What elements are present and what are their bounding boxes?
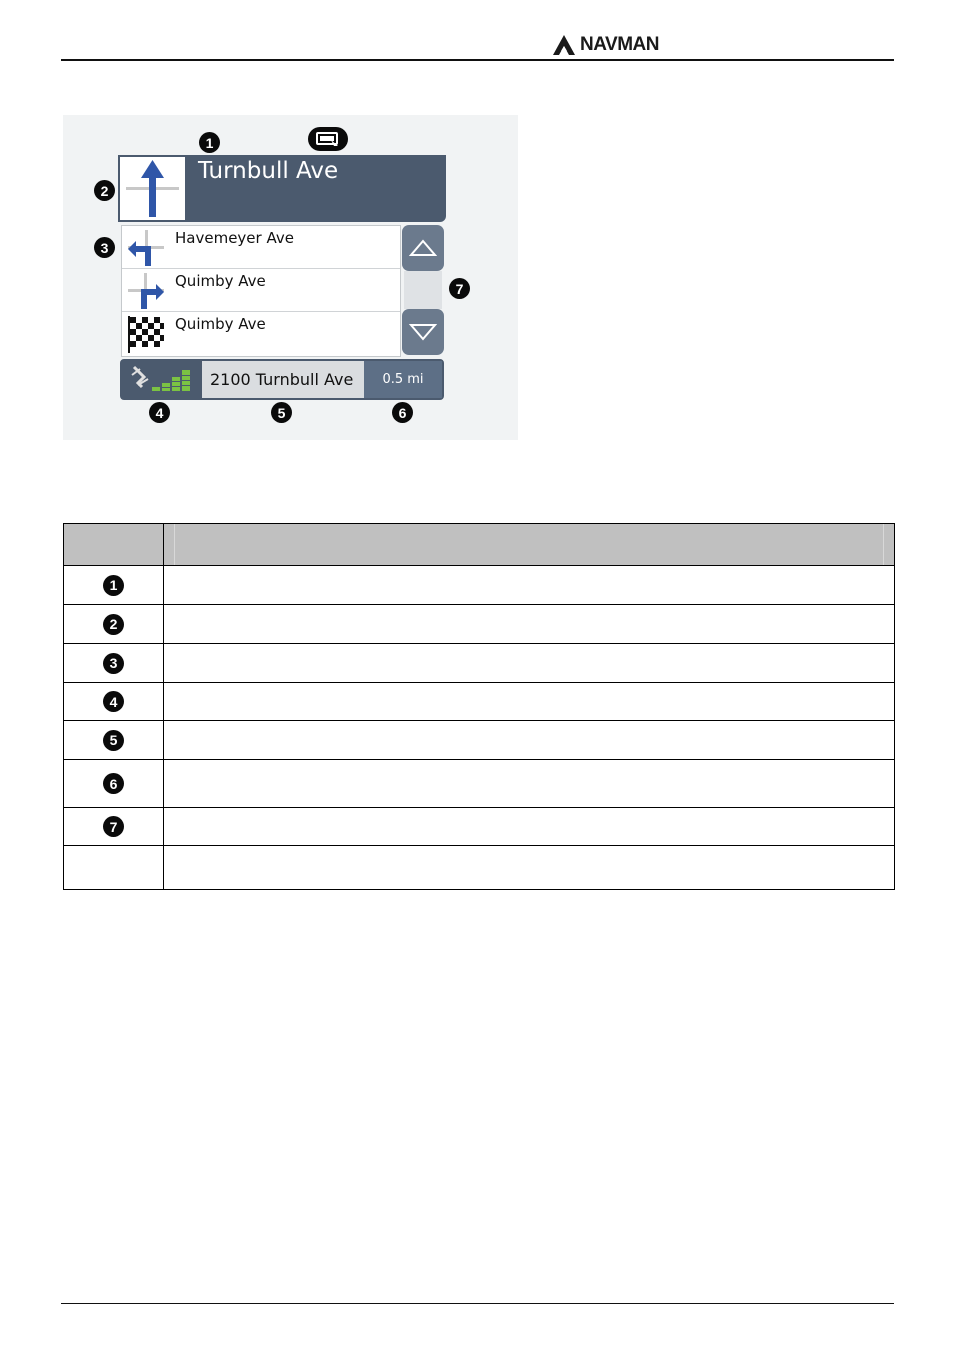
table-header-row xyxy=(64,524,895,566)
list-scrollbar[interactable] xyxy=(402,225,444,355)
callout-1: 1 xyxy=(199,132,220,153)
table-cell-number xyxy=(64,808,164,846)
callout-3: 3 xyxy=(94,237,115,258)
table-cell-description xyxy=(164,808,895,846)
table-header-number xyxy=(64,524,164,566)
list-item-label: Quimby Ave xyxy=(175,272,266,290)
callout-badge: 2 xyxy=(103,614,124,635)
footer-rule xyxy=(61,1303,894,1304)
callout-badge: 3 xyxy=(103,653,124,674)
table-cell-number xyxy=(64,683,164,721)
list-item[interactable] xyxy=(122,312,400,355)
table-cell-description xyxy=(164,644,895,683)
scroll-down-button[interactable] xyxy=(402,309,444,355)
callout-2: 2 xyxy=(94,180,115,201)
scroll-track[interactable] xyxy=(404,271,442,309)
callout-7: 7 xyxy=(449,278,470,299)
callout-badge: 7 xyxy=(103,816,124,837)
table-cell-number xyxy=(64,566,164,605)
gps-status-button[interactable] xyxy=(122,361,202,398)
chevron-down-icon xyxy=(409,322,437,342)
screen-toggle-icon xyxy=(308,127,348,151)
brand-name: NAVMAN xyxy=(580,34,659,55)
callout-badge: 6 xyxy=(103,773,124,794)
table-row xyxy=(64,808,895,846)
checkered-flag-icon xyxy=(126,314,166,354)
turn-right-icon xyxy=(126,271,166,311)
table-cell-description xyxy=(164,566,895,605)
instruction-arrow-box xyxy=(118,155,187,222)
table-cell-number xyxy=(64,644,164,683)
list-item-label: Havemeyer Ave xyxy=(175,229,294,247)
callout-badge: 4 xyxy=(103,691,124,712)
list-item-label: Quimby Ave xyxy=(175,315,266,333)
callout-6: 6 xyxy=(392,402,413,423)
table-row xyxy=(64,644,895,683)
table-row xyxy=(64,721,895,760)
navman-logo-icon xyxy=(552,34,576,56)
list-item[interactable] xyxy=(122,226,400,269)
current-address: 2100 Turnbull Ave xyxy=(210,370,354,389)
turn-list xyxy=(121,225,401,357)
satellite-signal-icon xyxy=(122,361,202,398)
callout-description-table xyxy=(63,523,895,890)
table-cell-number xyxy=(64,846,164,890)
table-cell-description xyxy=(164,846,895,890)
next-instruction-panel[interactable] xyxy=(118,155,446,222)
list-item[interactable] xyxy=(122,269,400,312)
header-rule xyxy=(61,59,894,61)
table-cell-description xyxy=(164,760,895,808)
table-row xyxy=(64,846,895,890)
distance-to-turn[interactable]: 0.5 mi xyxy=(364,361,442,398)
instruction-street: Turnbull Ave xyxy=(198,158,339,184)
scroll-up-button[interactable] xyxy=(402,225,444,271)
table-header-description xyxy=(164,524,895,566)
table-row xyxy=(64,683,895,721)
table-row xyxy=(64,760,895,808)
table-cell-number xyxy=(64,760,164,808)
navigation-screen-figure xyxy=(63,115,518,440)
callout-4: 4 xyxy=(149,402,170,423)
brand-logo xyxy=(552,33,659,57)
table-cell-number xyxy=(64,721,164,760)
straight-arrow-icon xyxy=(120,157,185,220)
callout-badge: 1 xyxy=(103,575,124,596)
turn-left-icon xyxy=(126,228,166,268)
table-row xyxy=(64,566,895,605)
callout-5: 5 xyxy=(271,402,292,423)
table-cell-description xyxy=(164,605,895,644)
chevron-up-icon xyxy=(409,238,437,258)
callout-badge: 5 xyxy=(103,730,124,751)
table-cell-description xyxy=(164,721,895,760)
table-cell-number xyxy=(64,605,164,644)
table-cell-description xyxy=(164,683,895,721)
status-bar xyxy=(120,359,444,400)
table-row xyxy=(64,605,895,644)
